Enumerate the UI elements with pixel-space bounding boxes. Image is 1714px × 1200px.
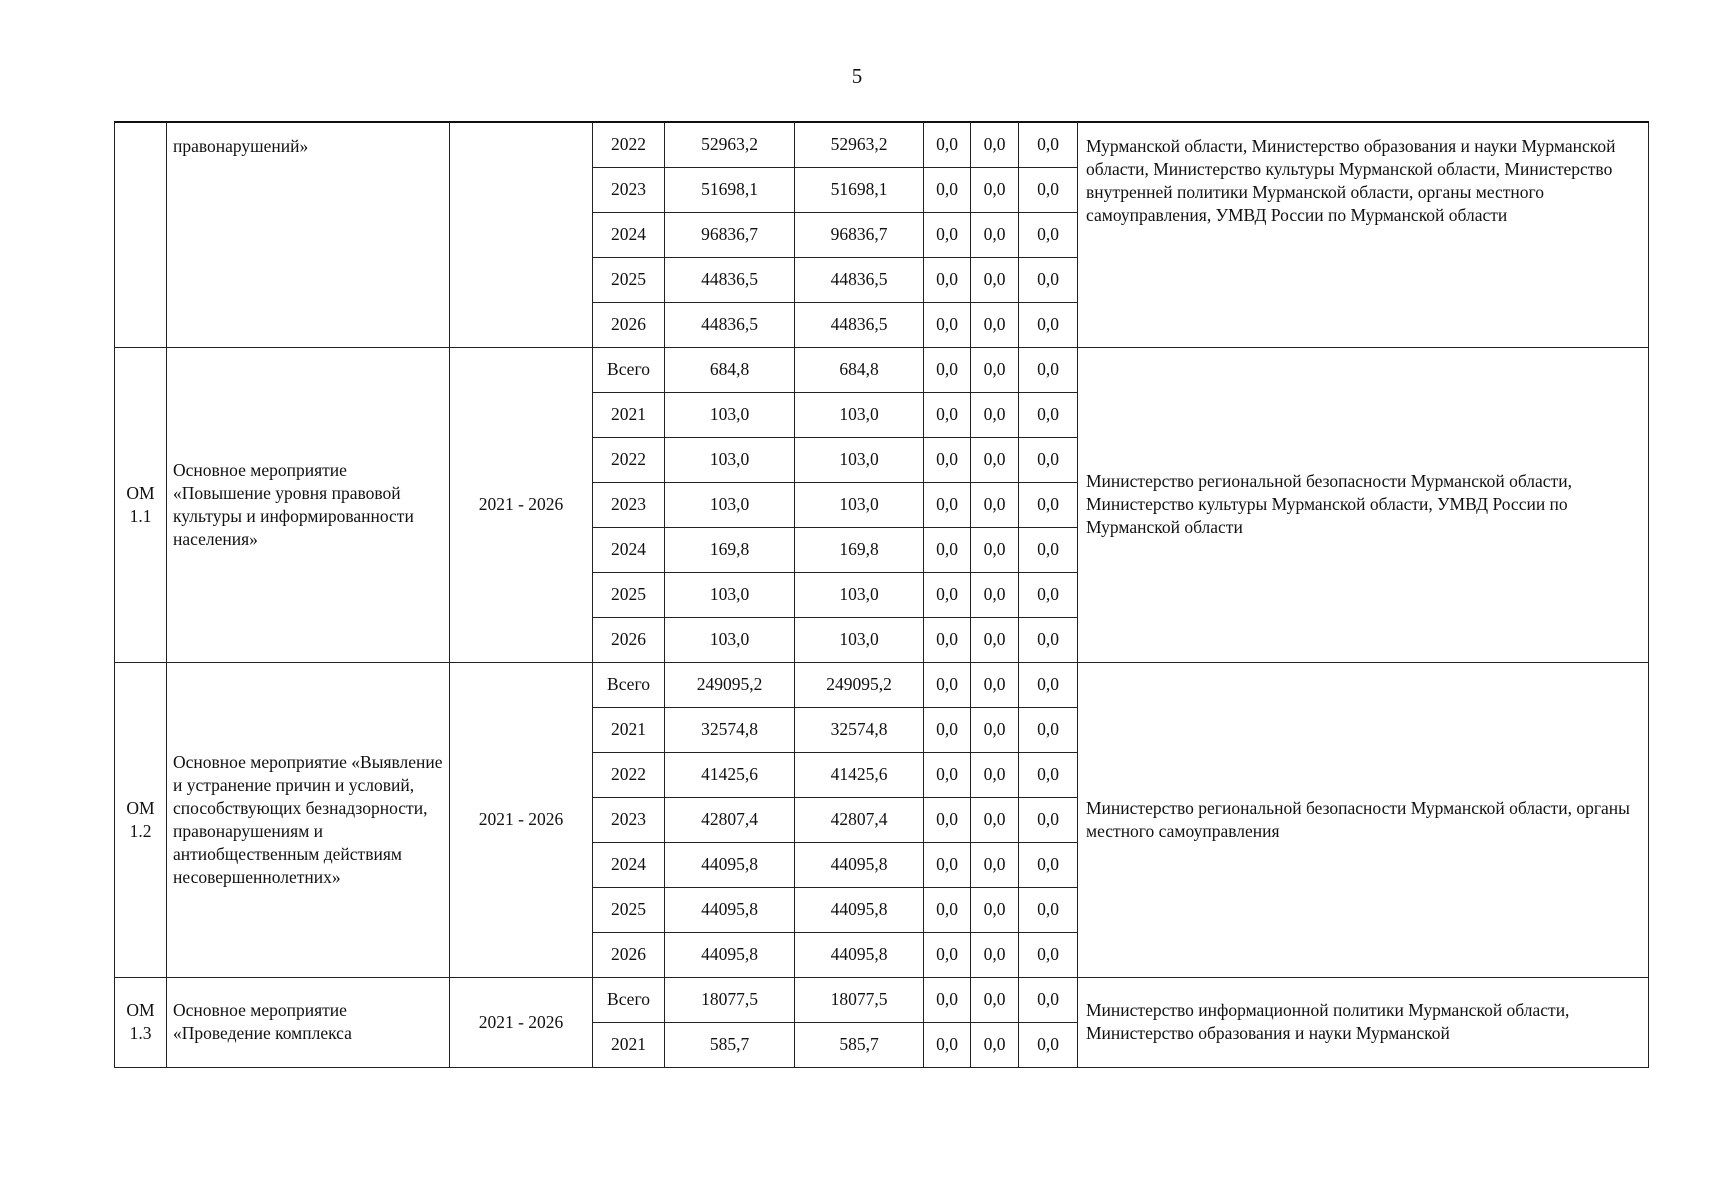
- value-cell: 0,0: [924, 257, 971, 302]
- regional-budget-cell: 585,7: [795, 1022, 924, 1067]
- regional-budget-cell: 41425,6: [795, 752, 924, 797]
- value-cell: 0,0: [971, 842, 1019, 887]
- measure-period: 2021 - 2026: [450, 977, 593, 1067]
- regional-budget-cell: 44836,5: [795, 302, 924, 347]
- budget-table: [114, 121, 1649, 1068]
- value-cell: 0,0: [971, 437, 1019, 482]
- value-cell: 0,0: [971, 167, 1019, 212]
- value-cell: 0,0: [1019, 842, 1078, 887]
- total-cell: 44836,5: [665, 257, 795, 302]
- table-row: [115, 977, 1649, 1022]
- year-cell: Всего: [593, 347, 665, 392]
- value-cell: 0,0: [971, 977, 1019, 1022]
- value-cell: 0,0: [924, 752, 971, 797]
- value-cell: 0,0: [924, 167, 971, 212]
- total-cell: 103,0: [665, 482, 795, 527]
- total-cell: 585,7: [665, 1022, 795, 1067]
- table-row: [115, 662, 1649, 707]
- value-cell: 0,0: [971, 797, 1019, 842]
- year-cell: 2025: [593, 257, 665, 302]
- value-cell: 0,0: [924, 392, 971, 437]
- measure-code: ОМ 1.2: [115, 662, 167, 977]
- value-cell: 0,0: [924, 617, 971, 662]
- year-cell: 2025: [593, 572, 665, 617]
- value-cell: 0,0: [971, 122, 1019, 167]
- value-cell: 0,0: [1019, 257, 1078, 302]
- value-cell: 0,0: [971, 527, 1019, 572]
- year-cell: 2021: [593, 1022, 665, 1067]
- total-cell: 18077,5: [665, 977, 795, 1022]
- regional-budget-cell: 684,8: [795, 347, 924, 392]
- regional-budget-cell: 103,0: [795, 437, 924, 482]
- measure-name: Основное мероприятие «Выявление и устранение причин и условий, способствующих безнадзорности, правонарушениям и антиобщественным действиям несовершеннолетних»: [167, 662, 450, 977]
- total-cell: 51698,1: [665, 167, 795, 212]
- value-cell: 0,0: [1019, 437, 1078, 482]
- period-cell: [450, 122, 593, 347]
- value-cell: 0,0: [1019, 167, 1078, 212]
- regional-budget-cell: 51698,1: [795, 167, 924, 212]
- total-cell: 32574,8: [665, 707, 795, 752]
- year-cell: 2024: [593, 212, 665, 257]
- total-cell: 684,8: [665, 347, 795, 392]
- value-cell: 0,0: [1019, 302, 1078, 347]
- value-cell: 0,0: [924, 842, 971, 887]
- value-cell: 0,0: [1019, 212, 1078, 257]
- value-cell: 0,0: [1019, 482, 1078, 527]
- regional-budget-cell: 103,0: [795, 572, 924, 617]
- measure-period: 2021 - 2026: [450, 347, 593, 662]
- regional-budget-cell: 44095,8: [795, 932, 924, 977]
- year-cell: 2022: [593, 122, 665, 167]
- measure-period: 2021 - 2026: [450, 662, 593, 977]
- year-cell: Всего: [593, 977, 665, 1022]
- value-cell: 0,0: [971, 302, 1019, 347]
- total-cell: 44095,8: [665, 887, 795, 932]
- value-cell: 0,0: [971, 887, 1019, 932]
- total-cell: 44095,8: [665, 932, 795, 977]
- regional-budget-cell: 103,0: [795, 617, 924, 662]
- value-cell: 0,0: [971, 752, 1019, 797]
- total-cell: 103,0: [665, 392, 795, 437]
- executors-cell: Мурманской области, Министерство образования и науки Мурманской области, Министерство культуры Мурманской области, Министерство внутренней политики Мурманской области, органы местного самоуправления, УМВД России по Мурманской области: [1078, 122, 1649, 347]
- value-cell: 0,0: [971, 1022, 1019, 1067]
- year-cell: 2023: [593, 167, 665, 212]
- value-cell: 0,0: [924, 932, 971, 977]
- regional-budget-cell: 18077,5: [795, 977, 924, 1022]
- value-cell: 0,0: [924, 527, 971, 572]
- regional-budget-cell: 103,0: [795, 392, 924, 437]
- value-cell: 0,0: [924, 572, 971, 617]
- total-cell: 103,0: [665, 437, 795, 482]
- value-cell: 0,0: [924, 662, 971, 707]
- value-cell: 0,0: [924, 797, 971, 842]
- total-cell: 169,8: [665, 527, 795, 572]
- regional-budget-cell: 42807,4: [795, 797, 924, 842]
- value-cell: 0,0: [1019, 1022, 1078, 1067]
- year-cell: 2025: [593, 887, 665, 932]
- value-cell: 0,0: [1019, 122, 1078, 167]
- value-cell: 0,0: [924, 347, 971, 392]
- year-cell: 2026: [593, 932, 665, 977]
- page-number: 5: [851, 64, 863, 88]
- value-cell: 0,0: [1019, 752, 1078, 797]
- year-cell: 2026: [593, 302, 665, 347]
- year-cell: 2026: [593, 617, 665, 662]
- value-cell: 0,0: [1019, 347, 1078, 392]
- year-cell: 2022: [593, 437, 665, 482]
- regional-budget-cell: 103,0: [795, 482, 924, 527]
- value-cell: 0,0: [971, 482, 1019, 527]
- year-cell: 2024: [593, 527, 665, 572]
- value-cell: 0,0: [924, 302, 971, 347]
- value-cell: 0,0: [971, 212, 1019, 257]
- regional-budget-cell: 32574,8: [795, 707, 924, 752]
- value-cell: 0,0: [971, 707, 1019, 752]
- year-cell: 2021: [593, 392, 665, 437]
- total-cell: 96836,7: [665, 212, 795, 257]
- executors-cell: Министерство региональной безопасности Мурманской области, органы местного самоуправления: [1078, 662, 1649, 977]
- measure-name: правонарушений»: [167, 122, 450, 347]
- regional-budget-cell: 52963,2: [795, 122, 924, 167]
- value-cell: 0,0: [1019, 392, 1078, 437]
- total-cell: 42807,4: [665, 797, 795, 842]
- total-cell: 44836,5: [665, 302, 795, 347]
- value-cell: 0,0: [971, 572, 1019, 617]
- value-cell: 0,0: [1019, 932, 1078, 977]
- value-cell: 0,0: [1019, 887, 1078, 932]
- value-cell: 0,0: [924, 977, 971, 1022]
- year-cell: Всего: [593, 662, 665, 707]
- value-cell: 0,0: [1019, 707, 1078, 752]
- value-cell: 0,0: [971, 617, 1019, 662]
- value-cell: 0,0: [971, 347, 1019, 392]
- value-cell: 0,0: [1019, 797, 1078, 842]
- measure-name: Основное мероприятие «Повышение уровня правовой культуры и информированности населения»: [167, 347, 450, 662]
- value-cell: 0,0: [1019, 572, 1078, 617]
- total-cell: 41425,6: [665, 752, 795, 797]
- year-cell: 2024: [593, 842, 665, 887]
- year-cell: 2022: [593, 752, 665, 797]
- regional-budget-cell: 249095,2: [795, 662, 924, 707]
- value-cell: 0,0: [971, 392, 1019, 437]
- value-cell: 0,0: [924, 122, 971, 167]
- total-cell: 249095,2: [665, 662, 795, 707]
- value-cell: 0,0: [971, 257, 1019, 302]
- code-cell: [115, 122, 167, 347]
- value-cell: 0,0: [1019, 527, 1078, 572]
- executors-cell: Министерство региональной безопасности Мурманской области, Министерство культуры Мурманской области, УМВД России по Мурманской области: [1078, 347, 1649, 662]
- regional-budget-cell: 44095,8: [795, 842, 924, 887]
- total-cell: 103,0: [665, 617, 795, 662]
- executors-cell: Министерство информационной политики Мурманской области, Министерство образования и науки Мурманской: [1078, 977, 1649, 1067]
- value-cell: 0,0: [1019, 662, 1078, 707]
- value-cell: 0,0: [924, 212, 971, 257]
- value-cell: 0,0: [924, 887, 971, 932]
- value-cell: 0,0: [924, 437, 971, 482]
- year-cell: 2023: [593, 797, 665, 842]
- table-row: [115, 347, 1649, 392]
- year-cell: 2021: [593, 707, 665, 752]
- table-row: [115, 122, 1649, 167]
- regional-budget-cell: 44095,8: [795, 887, 924, 932]
- regional-budget-cell: 169,8: [795, 527, 924, 572]
- measure-code: ОМ 1.1: [115, 347, 167, 662]
- total-cell: 44095,8: [665, 842, 795, 887]
- regional-budget-cell: 96836,7: [795, 212, 924, 257]
- total-cell: 103,0: [665, 572, 795, 617]
- year-cell: 2023: [593, 482, 665, 527]
- value-cell: 0,0: [924, 707, 971, 752]
- value-cell: 0,0: [924, 1022, 971, 1067]
- measure-name: Основное мероприятие «Проведение комплекса: [167, 977, 450, 1067]
- value-cell: 0,0: [1019, 977, 1078, 1022]
- value-cell: 0,0: [971, 932, 1019, 977]
- value-cell: 0,0: [1019, 617, 1078, 662]
- value-cell: 0,0: [971, 662, 1019, 707]
- total-cell: 52963,2: [665, 122, 795, 167]
- measure-code: ОМ 1.3: [115, 977, 167, 1067]
- regional-budget-cell: 44836,5: [795, 257, 924, 302]
- value-cell: 0,0: [924, 482, 971, 527]
